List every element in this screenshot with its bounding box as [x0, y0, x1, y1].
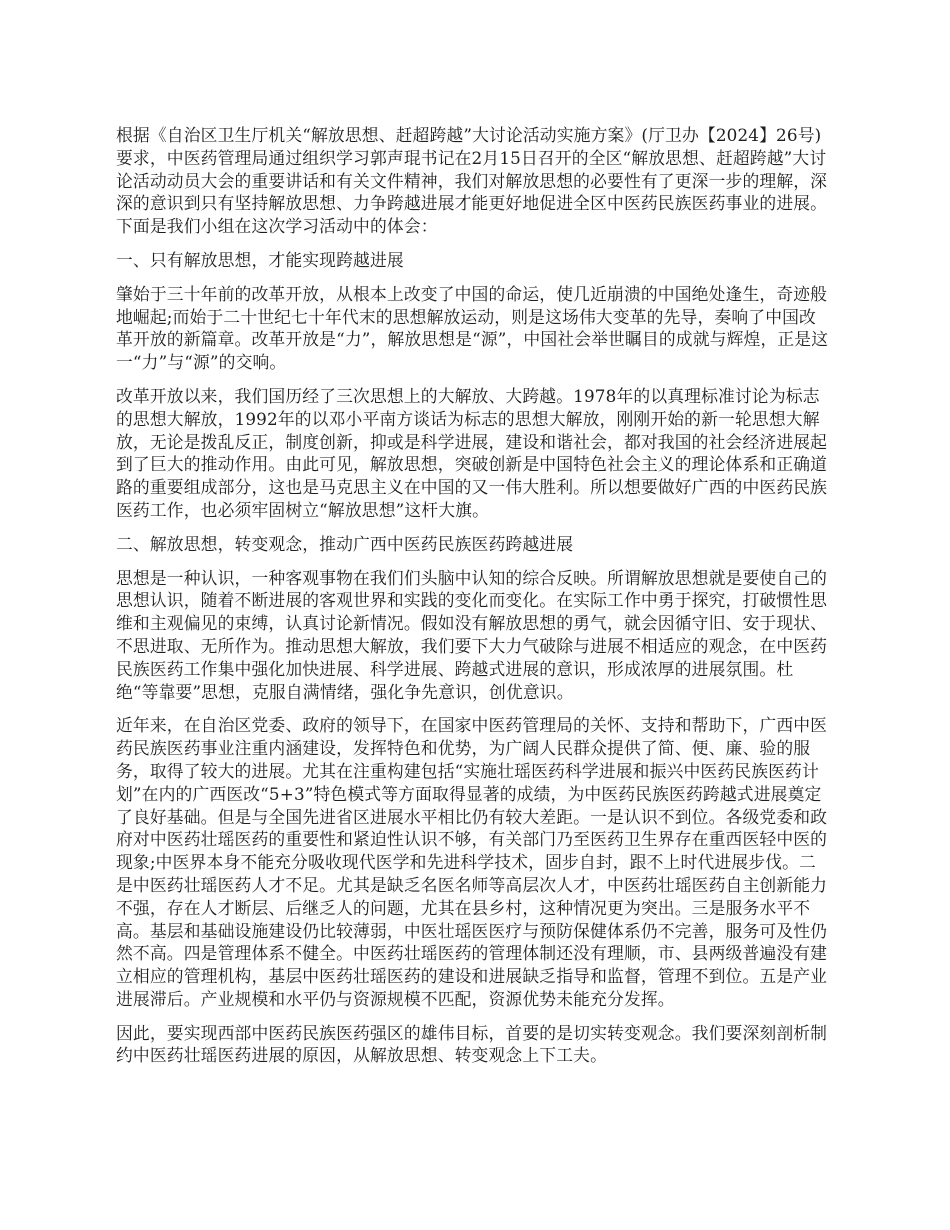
intro-paragraph: 根据《自治区卫生厅机关“解放思想、赶超跨越”大讨论活动实施方案》(厅卫办【2024】26号)要求，中医药管理局通过组织学习郭声琨书记在2月15日召开的全区“解放思想、赶超跨越”大讨论活动动员大会的重要讲话和有关文件精神，我们对解放思想的必要性有了更深一步的理解，深深的意识到只有坚持解放思想、力争跨越进展才能更好地促进全区中医药民族医药事业的进展。下面是我们小组在这次学习活动中的体会： — [116, 125, 828, 237]
section-heading-2: 二、解放思想，转变观念，推动广西中医药民族医药跨越进展 — [116, 533, 574, 554]
body-paragraph: 近年来，在自治区党委、政府的领导下，在国家中医药管理局的关怀、支持和帮助下，广西中医药民族医药事业注重内涵建设，发挥特色和优势，为广阔人民群众提供了简、便、廉、验的服务，取得了较大的进展。尤其在注重构建包括“实施壮瑶医药科学进展和振兴中医药民族医药计划”在内的广西医改“5+3”特色模式等方面取得显著的成绩，为中医药民族医药跨越式进展奠定了良好基础。但是与全国先进省区进展水平相比仍有较大差距。一是认识不到位。各级党委和政府对中医药壮瑶医药的重要性和紧迫性认识不够，有关部门乃至医药卫生界存在重西医轻中医的现象;中医界本身不能充分吸收现代医学和先进科学技术，固步自封，跟不上时代进展步伐。二是中医药壮瑶医药人才不足。尤其是缺乏名医名师等高层次人才，中医药壮瑶医药自主创新能力不强，存在人才断层、后继乏人的问题，尤其在县乡村，这种情况更为突出。三是服务水平不高。基层和基础设施建设仍比较薄弱，中医壮瑶医医疗与预防保健体系仍不完善，服务可及性仍然不高。四是管理体系不健全。中医药壮瑶医药的管理体制还没有理顺，市、县两级普遍没有建立相应的管理机构，基层中医药壮瑶医药的建设和进展缺乏指导和监督，管理不到位。五是产业进展滞后。产业规模和水平仍与资源规模不匹配，资源优势未能充分发挥。 — [116, 715, 828, 1009]
section-heading-1: 一、只有解放思想，才能实现跨越进展 — [116, 249, 404, 270]
body-paragraph: 改革开放以来，我们国历经了三次思想上的大解放、大跨越。1978年的以真理标准讨论为标志的思想大解放，1992年的以邓小平南方谈话为标志的思想大解放，刚刚开始的新一轮思想大解放，无论是拨乱反正，制度创新，抑或是科学进展，建设和谐社会，都对我国的社会经济进展起到了巨大的推动作用。由此可见，解放思想，突破创新是中国特色社会主义的理论体系和正确道路的重要组成部分，这也是马克思主义在中国的又一伟大胜利。所以想要做好广西的中医药民族医药工作，也必须牢固树立“解放思想”这杆大旗。 — [116, 385, 828, 520]
document-body — [116, 124, 832, 1078]
body-paragraph: 肇始于三十年前的改革开放，从根本上改变了中国的命运，使几近崩溃的中国绝处逢生，奇迹般地崛起;而始于二十世纪七十年代末的思想解放运动，则是这场伟大变革的先导，奏响了中国改革开放的新篇章。改革开放是“力”，解放思想是“源”，中国社会举世瞩目的成就与辉煌，正是这一“力”与“源”的交响。 — [116, 283, 829, 373]
closing-paragraph: 因此，要实现西部中医药民族医药强区的雄伟目标，首要的是切实转变观念。我们要深刻剖析制约中医药壮瑶医药进展的原因，从解放思想、转变观念上下工夫。 — [116, 1022, 828, 1066]
body-paragraph: 思想是一种认识，一种客观事物在我们们头脑中认知的综合反映。所谓解放思想就是要使自己的思想认识，随着不断进展的客观世界和实践的变化而变化。在实际工作中勇于探究，打破惯性思维和主观偏见的束缚，认真讨论新情况。假如没有解放思想的勇气，就会因循守旧、安于现状、不思进取、无所作为。推动思想大解放，我们要下大力气破除与进展不相适应的观念，在中医药民族医药工作集中强化加快进展、科学进展、跨越式进展的意识，形成浓厚的进展氛围。杜绝“等靠要”思想，克服自满情绪，强化争先意识，创优意识。 — [116, 567, 828, 702]
